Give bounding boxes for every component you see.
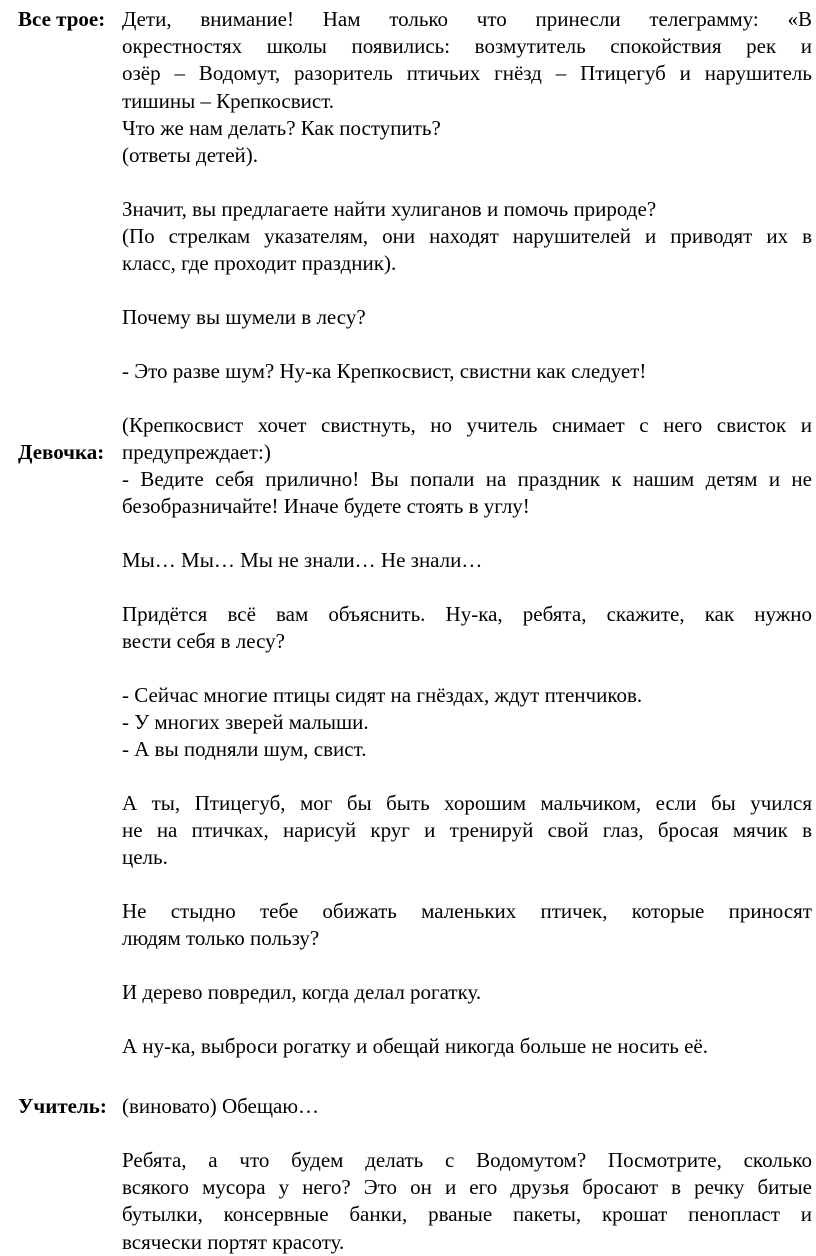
- text-line: (виновато) Обещаю…: [122, 1094, 320, 1118]
- paragraph-question: [122, 115, 812, 169]
- paragraph-why-noise: [122, 304, 812, 331]
- text-line: - Сейчас многие птицы сидят на гнёздах, ждут птенчиков.: [122, 683, 643, 707]
- paragraph-ptitseglub: [122, 790, 812, 872]
- paragraph-behave: [122, 466, 812, 520]
- text-line: Ребята, а что будем делать с Водомутом? Посмотрите, сколько: [122, 1148, 812, 1172]
- paragraph-whistle: [122, 358, 812, 385]
- text-line: окрестностях школы появились: возмутитель спокойствия рек и: [122, 34, 812, 59]
- paragraph-tree: [122, 979, 812, 1006]
- text-line: всякого мусора у него? Это он и его друзья бросают в речку битые: [122, 1175, 812, 1200]
- text-line: не на птичках, нарисуй круг и тренируй свой глаз, бросая мячик в: [122, 818, 812, 843]
- paragraph-stage-direction: [122, 412, 812, 466]
- text-line: Дети, внимание! Нам только что принесли телеграмму: «В: [122, 7, 812, 31]
- text-line: предупреждает:): [122, 440, 271, 465]
- text-line: вести себя в лесу?: [122, 629, 285, 654]
- text-line: (По стрелкам указателям, они находят нарушителей и приводят их в: [122, 224, 812, 249]
- text-line: Не стыдно тебе обижать маленьких птичек, которые приносят: [122, 899, 812, 923]
- paragraph-explain: [122, 601, 812, 655]
- text-line: Что же нам делать? Как поступить?: [122, 116, 441, 140]
- text-line: людям только пользу?: [122, 926, 320, 951]
- paragraph-telegram: [122, 6, 812, 115]
- text-line: тишины – Крепкосвист.: [122, 88, 335, 113]
- text-line: (ответы детей).: [122, 143, 259, 168]
- text-line: озёр – Водомут, разоритель птичьих гнёзд – Птицегуб и нарушитель: [122, 61, 812, 86]
- text-line: - У многих зверей малыши.: [122, 710, 369, 735]
- speaker-all-three: Все трое:: [18, 7, 106, 31]
- text-line: - Это разве шум? Ну-ка Крепкосвист, свистни как следует!: [122, 359, 647, 383]
- text-line: И дерево повредил, когда делал рогатку.: [122, 980, 482, 1004]
- paragraph-throw-slingshot: [122, 1033, 812, 1060]
- paragraph-promise: [122, 1093, 812, 1120]
- paragraph-shame: [122, 898, 812, 952]
- text-line: всячески портят красоту.: [122, 1229, 345, 1254]
- text-line: Почему вы шумели в лесу?: [122, 305, 366, 329]
- paragraph-children-answers: [122, 682, 812, 764]
- paragraph-vodomut: [122, 1147, 812, 1256]
- text-line: бутылки, консервные банки, рваные пакеты, крошат пенопласт и: [122, 1202, 812, 1227]
- text-line: А ты, Птицегуб, мог бы быть хорошим мальчиком, если бы учился: [122, 791, 812, 815]
- paragraph-we-didnt-know: [122, 547, 812, 574]
- speaker-girl: Девочка:: [18, 440, 105, 464]
- text-line: - Ведите себя прилично! Вы попали на праздник к нашим детям и не: [122, 467, 812, 491]
- text-line: Значит, вы предлагаете найти хулиганов и помочь природе?: [122, 197, 657, 221]
- text-line: цель.: [122, 845, 168, 870]
- text-line: безобразничайте! Иначе будете стоять в углу!: [122, 494, 530, 519]
- speaker-teacher: Учитель:: [18, 1094, 107, 1118]
- text-line: (Крепкосвист хочет свистнуть, но учитель снимает с него свисток и: [122, 413, 812, 437]
- paragraph-find-hooligans: [122, 196, 812, 278]
- text-line: А ну-ка, выброси рогатку и обещай никогда больше не носить её.: [122, 1034, 708, 1058]
- text-line: - А вы подняли шум, свист.: [122, 737, 367, 762]
- text-line: Мы… Мы… Мы не знали… Не знали…: [122, 548, 483, 572]
- text-line: Придётся всё вам объяснить. Ну-ка, ребята, скажите, как нужно: [122, 602, 812, 626]
- text-line: класс, где проходит праздник).: [122, 251, 397, 276]
